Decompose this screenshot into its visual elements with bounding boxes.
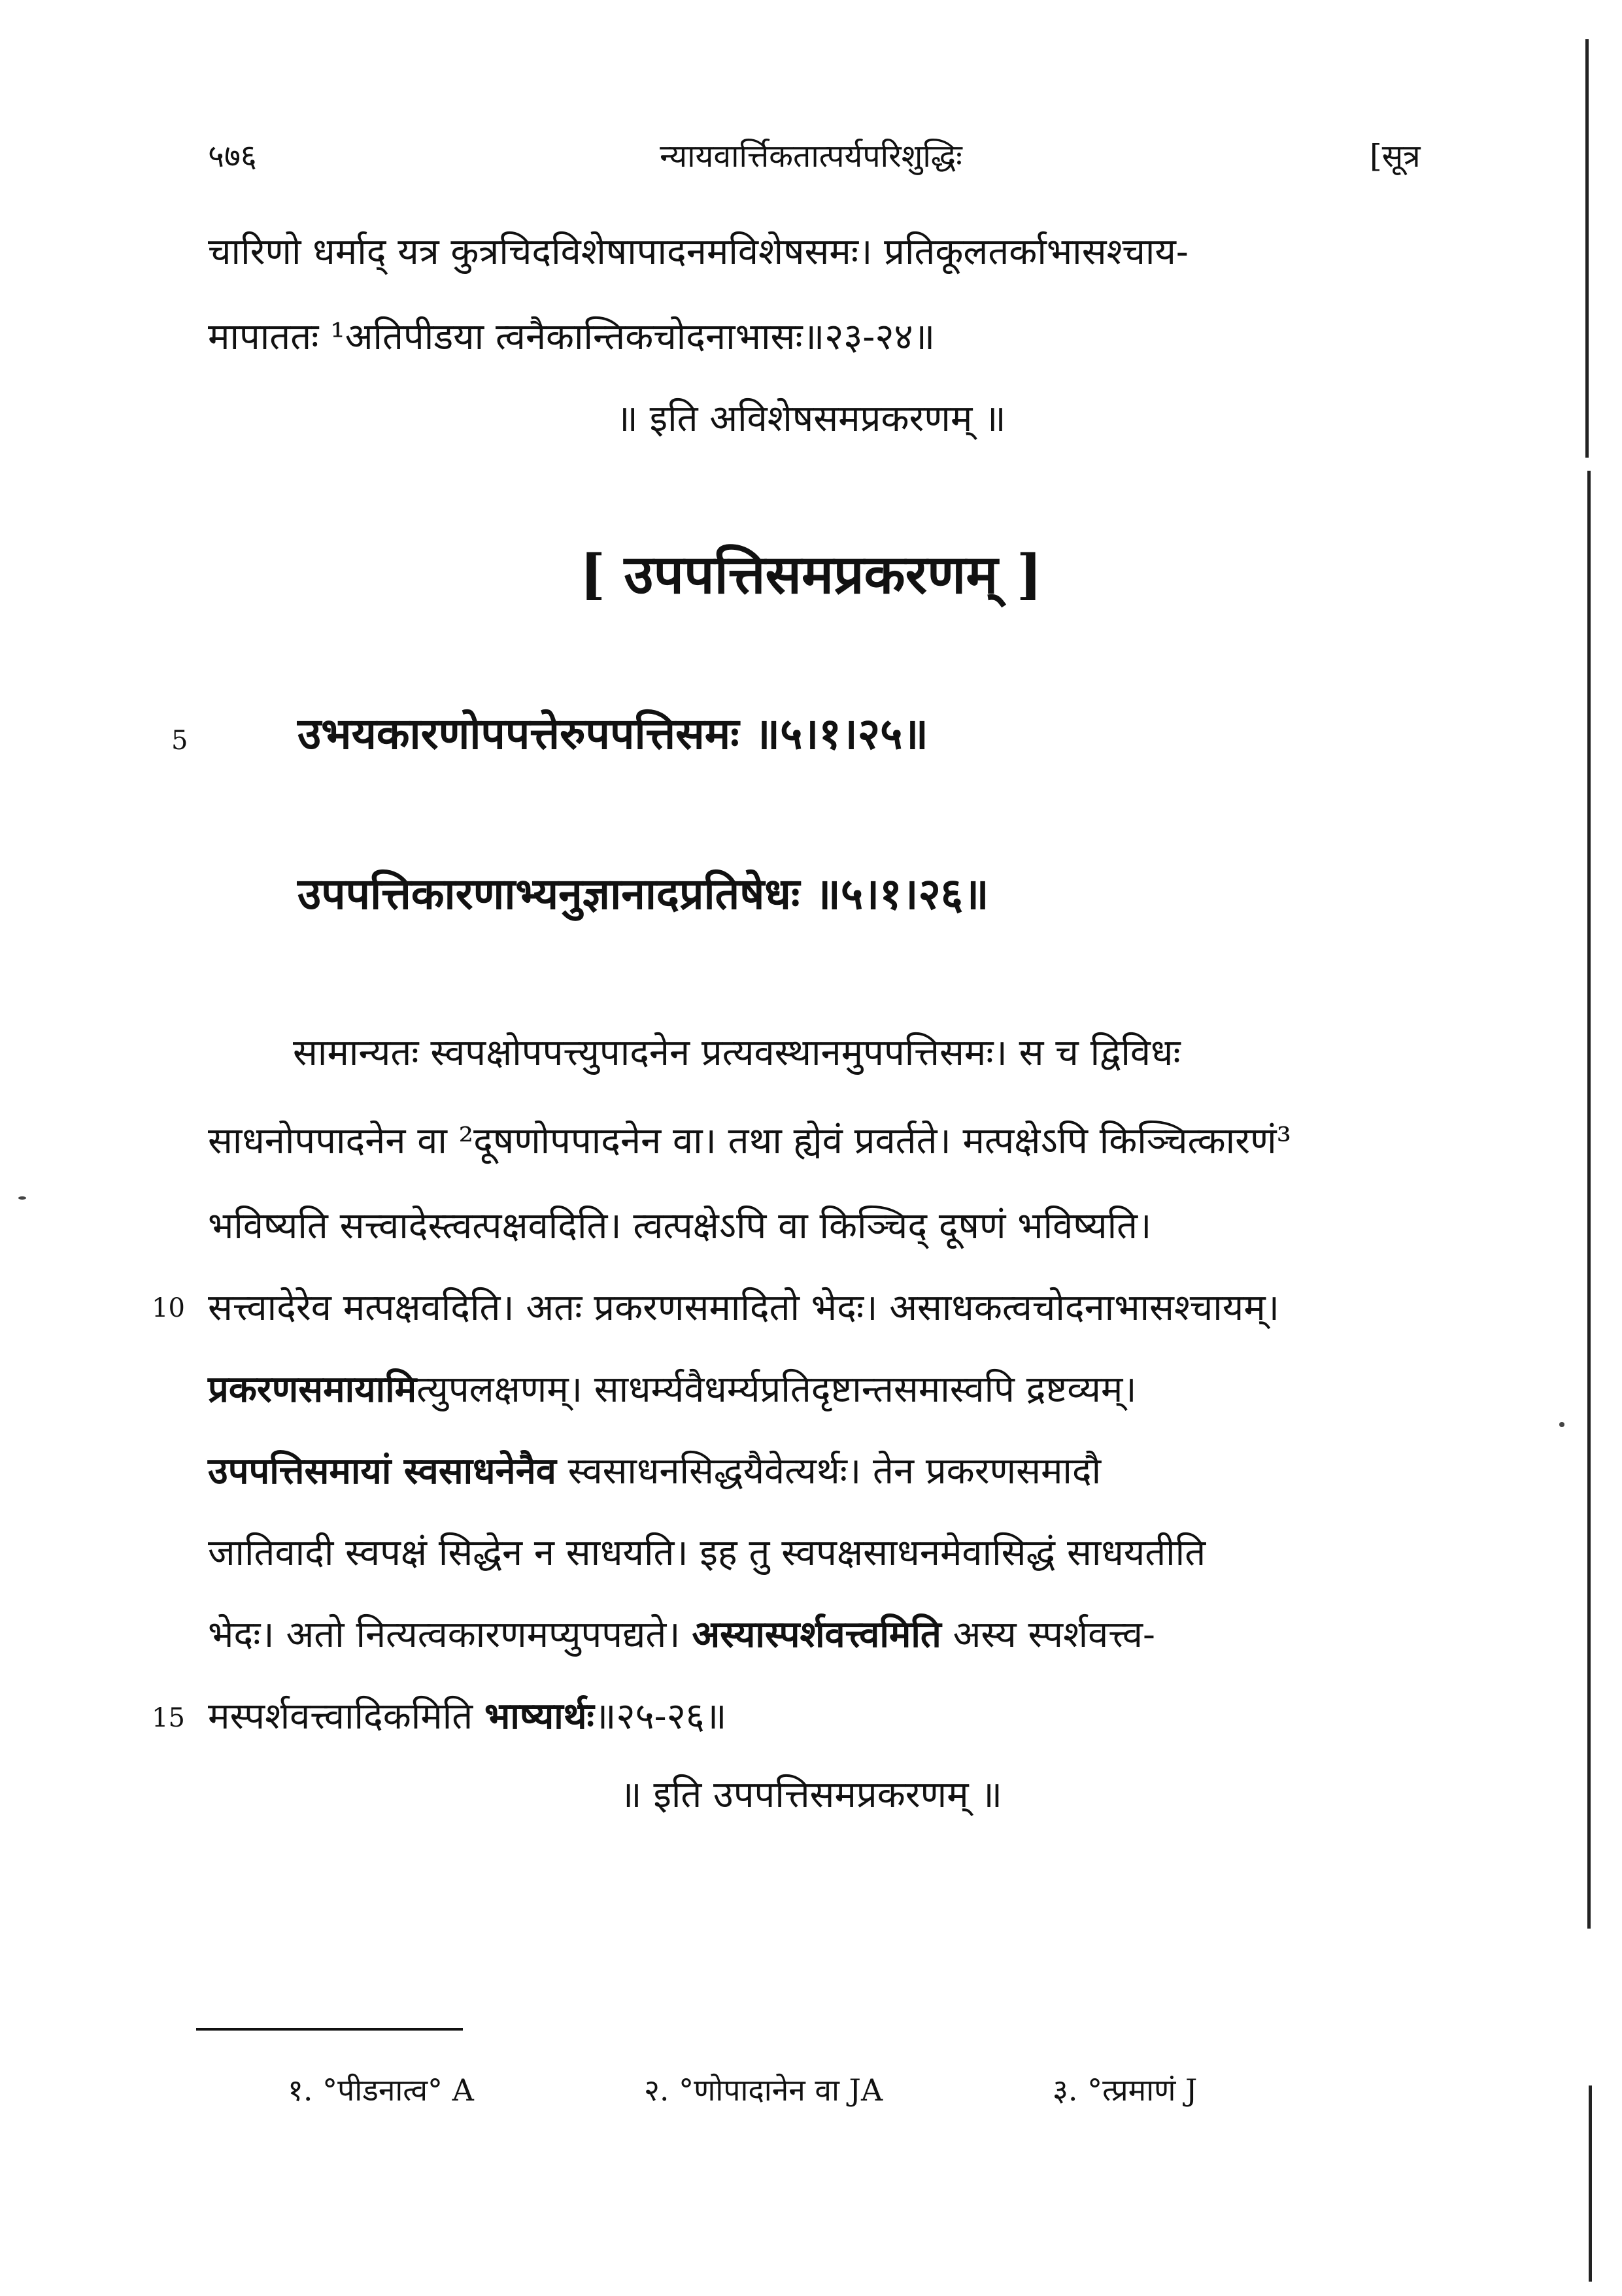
section-heading: [ उपपत्तिसमप्रकरणम् ] [580,543,1042,606]
text-line [208,1690,726,1740]
text-line: चारिणो धर्माद् यत्र कुत्रचिदविशेषापादनमविशेषसमः। प्रतिकूलतर्काभासश्चाय- [208,231,1189,273]
line-number: 15 [152,1703,185,1733]
colophon: ॥ इति अविशेषसमप्रकरणम् ॥ [616,397,1006,440]
scan-speck [1559,1422,1564,1427]
footnote-mark: ३. [1053,2072,1078,2108]
sutra-25: उभयकारणोपपत्तेरुपपत्तिसमः ॥५।१।२५॥ [297,708,928,759]
text-span: अस्य स्पर्शवत्त्व- [941,1613,1155,1656]
text-line: जातिवादी स्वपक्षं सिद्धेन न साधयति। इह तु स्वपक्षसाधनमेवासिद्धं साधयतीति [208,1532,1206,1574]
line-number: 5 [171,726,188,756]
text-span: मस्पर्शवत्त्वादिकमिति [208,1695,485,1738]
footnote-3 [1053,2069,1197,2110]
text-line [208,1445,1101,1494]
sutra-26: उपपत्तिकारणाभ्यनुज्ञानादप्रतिषेधः ॥५।१।२६॥ [297,868,989,919]
text-line: मापाततः ¹अतिपीडया त्वनैकान्तिकचोदनाभासः॥२३-२४॥ [208,316,936,358]
bold-term: अस्यास्पर्शवत्त्वमिति [692,1613,941,1656]
scan-edge [1585,39,1589,458]
footnote-2 [644,2069,883,2110]
running-title: न्यायवार्त्तिकतात्पर्यपरिशुद्धिः [660,138,962,175]
text-line: सत्त्वादेरेव मत्पक्षवदिति। अतः प्रकरणसमादितो भेदः। असाधकत्वचोदनाभासश्चायम्। [208,1287,1279,1329]
scan-speck [18,1196,26,1200]
footnote-text: °पीडनात्व° A [322,2072,474,2108]
footnote-mark: २. [644,2072,669,2108]
bold-term: भाष्यार्थः [484,1695,594,1738]
footnote-1 [288,2069,474,2110]
text-span: ॥२५-२६॥ [594,1695,727,1738]
footnote-text: °णोपादानेन वा JA [679,2072,883,2108]
text-line: भविष्यति सत्त्वादेस्त्वत्पक्षवदिति। त्वत्पक्षेऽपि वा किञ्चिद् दूषणं भविष्यति। [208,1205,1152,1247]
scan-edge [1587,471,1591,1929]
text-line [208,1608,1155,1658]
footnote-mark: १. [288,2072,313,2108]
footnote-text: °त्प्रमाणं J [1087,2072,1198,2108]
text-span: स्वसाधनसिद्धयैवेत्यर्थः। तेन प्रकरणसमादौ [556,1450,1102,1493]
text-line [208,1363,1137,1413]
colophon: ॥ इति उपपत्तिसमप्रकरणम् ॥ [619,1774,1002,1816]
page-number: ५७६ [208,138,257,175]
section-marker: [सूत्र [1370,138,1421,175]
bold-term: प्रकरणसमायामि [208,1368,417,1411]
text-line: सामान्यतः स्वपक्षोपपत्त्युपादनेन प्रत्यवस्थानमुपपत्तिसमः। स च द्विविधः [293,1032,1181,1074]
footnote-rule [196,2028,463,2031]
text-line: साधनोपपादनेन वा ²दूषणोपपादनेन वा। तथा ह्येवं प्रवर्तते। मत्पक्षेऽपि किञ्चित्कारणं³ [208,1120,1292,1162]
line-number: 10 [152,1293,185,1323]
bold-term: उपपत्तिसमायां स्वसाधनेनैव [208,1449,556,1493]
text-span: भेदः। अतो नित्यत्वकारणमप्युपपद्यते। [208,1613,692,1656]
scan-edge [1589,2085,1592,2282]
text-span: त्युपलक्षणम्। साधर्म्यवैधर्म्यप्रतिदृष्टान्तसमास्वपि द्रष्टव्यम्। [416,1368,1137,1411]
